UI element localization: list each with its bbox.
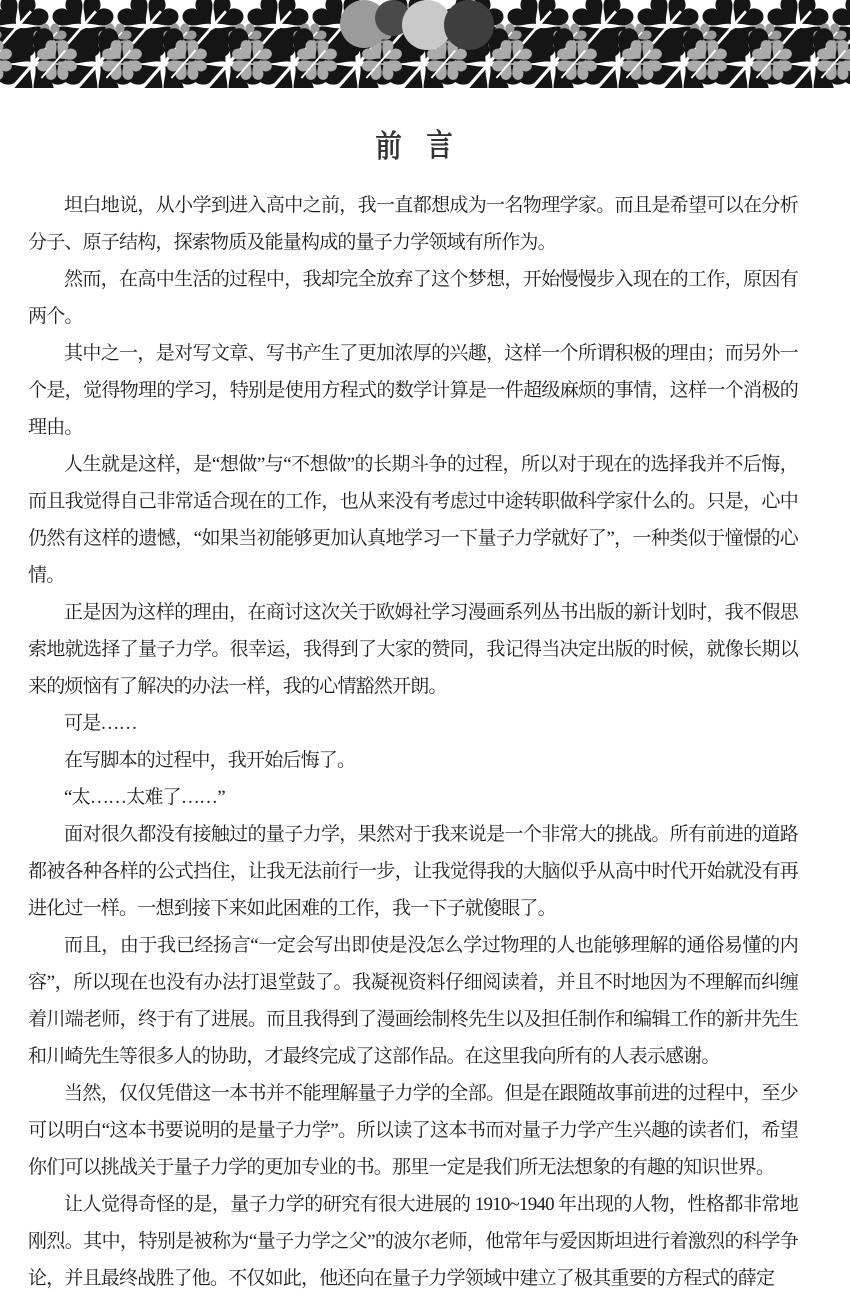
title-circle-decoration-4 [444,0,494,50]
paragraph: 然而，在高中生活的过程中，我却完全放弃了这个梦想，开始慢慢步入现在的工作，原因有两个。 [28,269,798,327]
preface-text [28,187,798,1297]
paragraph: “太……太难了……” [64,787,225,808]
paragraph: 而且，由于我已经扬言“一定会写出即使是没怎么学过物理的人也能够理解的通俗易懂的内容”，所以现在也没有办法打退堂鼓了。我凝视资料仔细阅读着，并且不时地因为不理解而纠缠着川端老师，终于有了进展。而且我得到了漫画绘制柊先生以及担任制作和编辑工作的新井先生和川崎先生等很多人的协助，才最终完成了这部作品。在这里我向所有的人表示感谢。 [28,935,798,1067]
title-char-yan: 言 [426,128,453,163]
page-title [0,0,850,164]
paragraph: 坦白地说，从小学到进入高中之前，我一直都想成为一名物理学家。而且是希望可以在分析分子、原子结构，探索物质及能量构成的量子力学领域有所作为。 [28,195,798,253]
paragraph: 面对很久都没有接触过的量子力学，果然对于我来说是一个非常大的挑战。所有前进的道路都被各种各样的公式挡住，让我无法前行一步，让我觉得我的大脑似乎从高中时代开始就没有再进化过一样。一想到接下来如此困难的工作，我一下子就傻眼了。 [28,824,798,919]
paragraph: 其中之一，是对写文章、写书产生了更加浓厚的兴趣，这样一个所谓积极的理由；而另外一个是，觉得物理的学习，特别是使用方程式的数学计算是一件超级麻烦的事情，这样一个消极的理由。 [28,343,798,438]
paragraph: 可是…… [64,713,137,734]
paragraph: 在写脚本的过程中，我开始后悔了。 [64,750,356,771]
paragraph: 正是因为这样的理由，在商讨这次关于欧姆社学习漫画系列丛书出版的新计划时，我不假思索地就选择了量子力学。很幸运，我得到了大家的赞同，我记得当决定出版的时候，就像长期以来的烦恼有了解决的办法一样，我的心情豁然开朗。 [28,602,798,697]
title-char-qian: 前 [375,129,402,164]
paragraph: 让人觉得奇怪的是，量子力学的研究有很大进展的 1910~1940 年出现的人物，性格都非常地刚烈。其中，特别是被称为“量子力学之父”的波尔老师，他常年与爱因斯坦进行着激烈的科学争论，并且最终战胜了他。不仅如此，他还向在量子力学领域中建立了极其重要的方程式的薛定 [28,1194,798,1289]
paragraph: 当然，仅仅凭借这一本书并不能理解量子力学的全部。但是在跟随故事前进的过程中，至少可以明白“这本书要说明的是量子力学”。所以读了这本书而对量子力学产生兴趣的读者们，希望你们可以挑战关于量子力学的更加专业的书。那里一定是我们所无法想象的有趣的知识世界。 [28,1083,798,1178]
paragraph: 人生就是这样，是“想做”与“不想做”的长期斗争的过程，所以对于现在的选择我并不后悔，而且我觉得自己非常适合现在的工作，也从来没有考虑过中途转职做科学家什么的。只是，心中仍然有这样的遗憾，“如果当初能够更加认真地学习一下量子力学就好了”，一种类似于憧憬的心情。 [28,454,798,586]
